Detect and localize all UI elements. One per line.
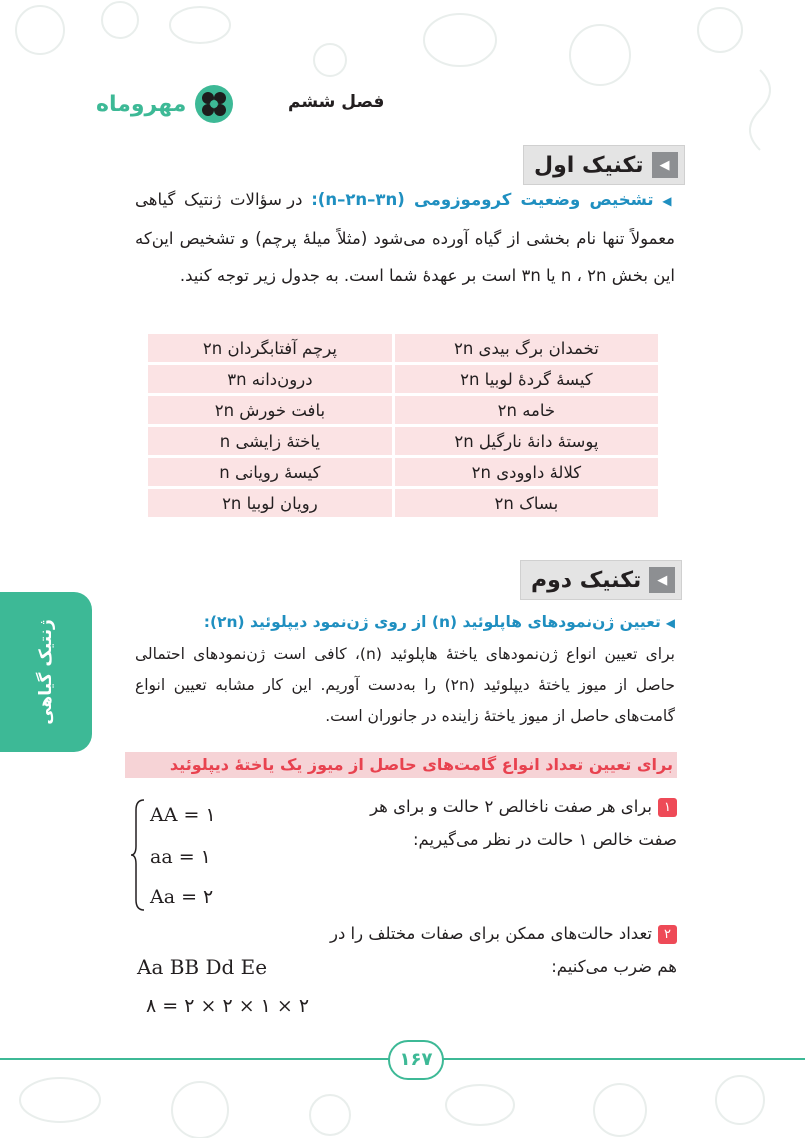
play-arrow-icon: ◀	[652, 152, 678, 178]
table-cell: پرچم آفتابگردان ۲n	[147, 333, 394, 364]
technique-1-paragraph	[135, 181, 675, 294]
technique-2-body: برای تعیین انواع ژن‌نمودهای یاختهٔ هاپلوئید (n)، کافی است ژن‌نمودهای احتمالی حاصل از میوز یاختهٔ دیپلوئید (۲n) را به‌دست آوریم. این کار مشابه تعیین انواع گامت‌های حاصل از میوز یاختهٔ زاینده در جانوران است.	[135, 645, 675, 725]
technique-1-body: در سؤالات ژنتیک گیاهی معمولاً تنها نام بخشی از گیاه آورده می‌شود (مثلاً میلهٔ پرچم) و تشخیص این‌که این بخش n ، ۲n یا ۳n است بر عهدهٔ شما است. به جدول زیر توجه کنید.	[135, 190, 675, 285]
genotype-example: Aa BB Dd Ee	[137, 955, 268, 979]
table-row	[147, 426, 660, 457]
brand-logo	[96, 82, 234, 126]
technique-2-title: تکنیک دوم	[531, 567, 642, 593]
table-row	[147, 488, 660, 519]
table-cell: پوستهٔ دانهٔ نارگیل ۲n	[393, 426, 659, 457]
step-number: ۲	[658, 925, 677, 944]
case-aa-homo: AA = ۱	[150, 804, 216, 826]
technique-1-heading: تشخیص وضعیت کروموزومی (n–۲n–۳n):	[311, 190, 654, 209]
bullet-icon: ◀	[662, 194, 675, 208]
table-cell: بساک ۲n	[393, 488, 659, 519]
table-cell: یاختهٔ زایشی n	[147, 426, 394, 457]
chapter-title: فصل ششم	[288, 92, 385, 112]
step-number: ۱	[658, 798, 677, 817]
table-cell: کلالهٔ داوودی ۲n	[393, 457, 659, 488]
side-chapter-label: ژنتیک گیاهی	[36, 619, 56, 725]
product-calculation: ۲ × ۱ × ۲ × ۲ = ۸	[146, 995, 310, 1017]
clover-icon	[194, 84, 234, 124]
table-row	[147, 364, 660, 395]
step-2	[327, 917, 677, 983]
technique-1-title: تکنیک اول	[534, 152, 644, 178]
table-cell: تخمدان برگ بیدی ۲n	[393, 333, 659, 364]
table-row	[147, 395, 660, 426]
technique-1-header	[523, 145, 685, 185]
brand-name: مهروماه	[96, 91, 187, 117]
technique-2-paragraph	[135, 607, 675, 732]
play-arrow-icon: ◀	[649, 567, 675, 593]
table-row	[147, 333, 660, 364]
curly-brace	[130, 798, 146, 912]
technique-2-header	[520, 560, 682, 600]
bullet-icon: ◀	[665, 616, 675, 630]
table-cell: خامه ۲n	[393, 395, 659, 426]
table-row	[147, 457, 660, 488]
table-cell: بافت خورش ۲n	[147, 395, 394, 426]
chromosome-table	[145, 331, 661, 520]
step-text: برای هر صفت ناخالص ۲ حالت و برای هر صفت خالص ۱ حالت در نظر می‌گیریم:	[370, 797, 677, 849]
table-cell: رویان لوبیا ۲n	[147, 488, 394, 519]
highlight-heading: برای تعیین تعداد انواع گامت‌های حاصل از میوز یک یاختهٔ دیپلوئید	[125, 752, 677, 778]
technique-2-heading: تعیین ژن‌نمودهای هاپلوئید (n) از روی ژن‌نمود دیپلوئید (۲n):	[203, 613, 661, 631]
table-cell: کیسهٔ رویانی n	[147, 457, 394, 488]
table-cell: درون‌دانه ۳n	[147, 364, 394, 395]
step-1	[327, 790, 677, 856]
step-text: تعداد حالت‌های ممکن برای صفات مختلف را در هم ضرب می‌کنیم:	[330, 924, 677, 976]
case-aa-hetero: Aa = ۲	[150, 886, 214, 908]
case-aa-recessive: aa = ۱	[150, 846, 211, 868]
page-number: ۱۶۷	[388, 1040, 444, 1080]
table-cell: کیسهٔ گردهٔ لوبیا ۲n	[393, 364, 659, 395]
